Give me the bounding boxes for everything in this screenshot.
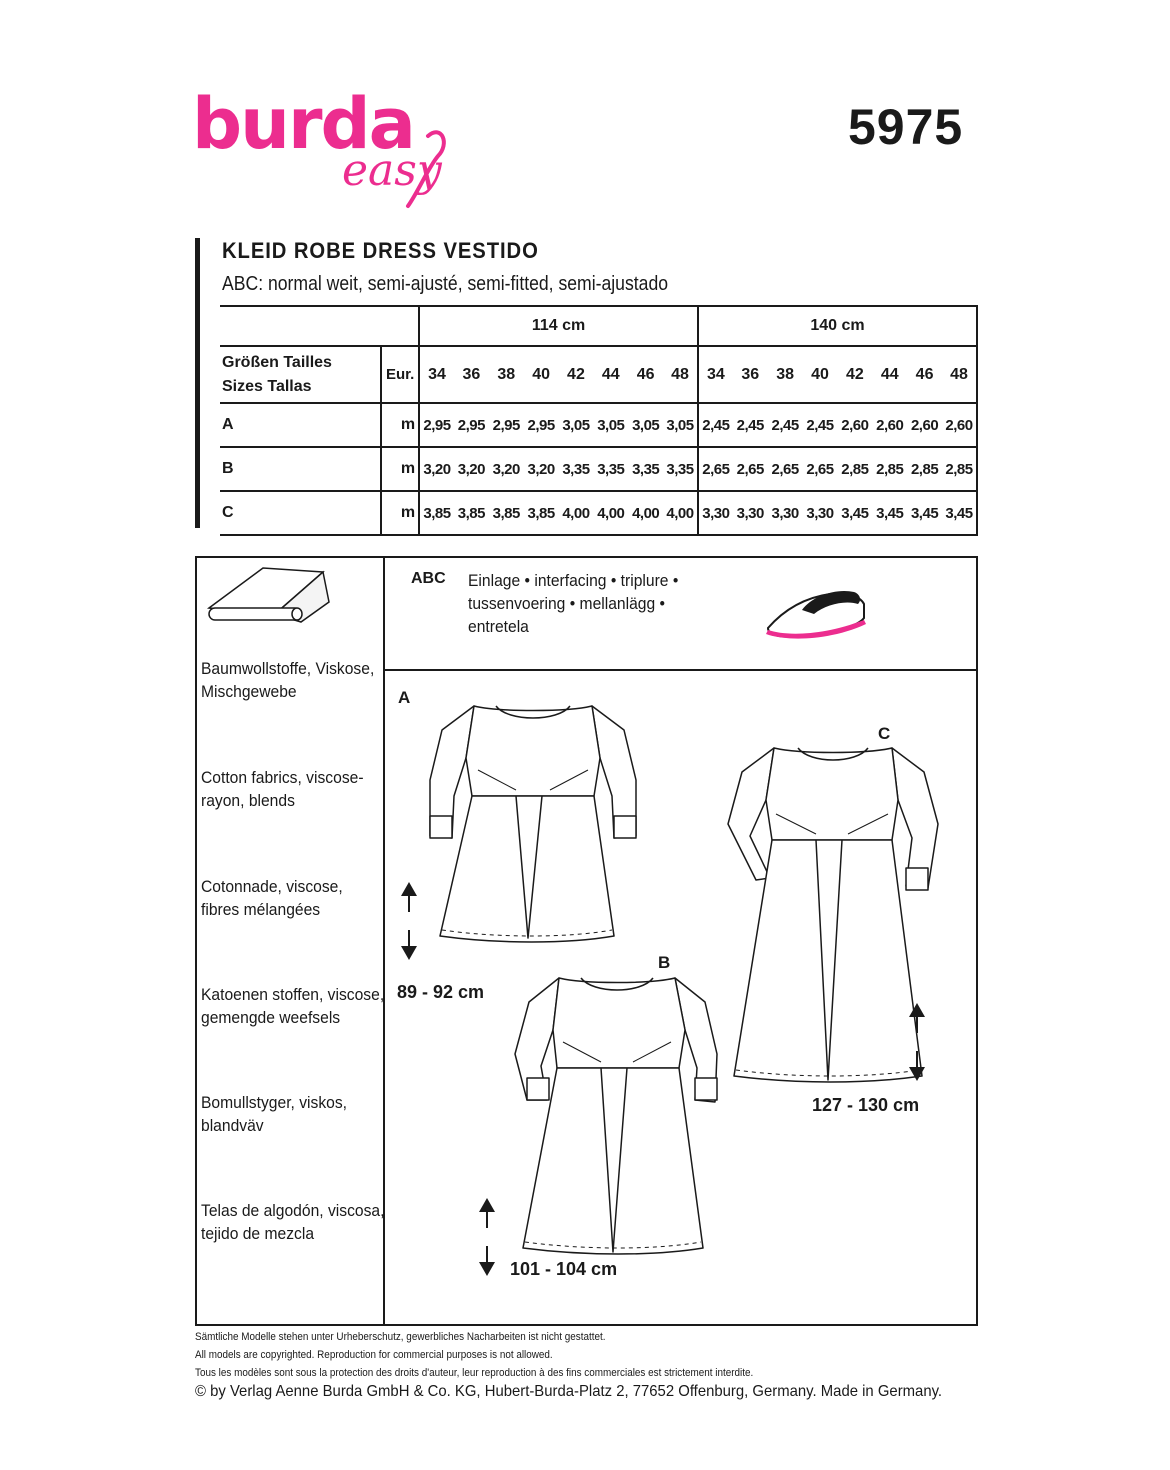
- pattern-number: 5975: [848, 99, 964, 155]
- yardage-cell: 2,65: [803, 447, 838, 491]
- fabric-suggestion-fr: Cotonnade, viscose, fibres mélangées: [201, 877, 343, 919]
- logo-sub-wordmark: easy: [342, 145, 442, 196]
- length-arrow-icon: [909, 1003, 925, 1081]
- size-cell: 34: [698, 346, 733, 403]
- fabric-suggestion-es: Telas de algodón, viscosa, tejido de mezcla: [201, 1201, 385, 1243]
- yardage-cell: 2,85: [907, 447, 942, 491]
- eur-label: Eur.: [381, 346, 419, 403]
- fabric-suggestion-de: Baumwollstoffe, Viskose, Mischgewebe: [201, 659, 375, 701]
- yardage-cell: 3,30: [733, 491, 768, 535]
- title-accent-bar: [195, 238, 200, 528]
- yardage-cell: 2,85: [837, 447, 872, 491]
- yardage-cell: 2,45: [803, 403, 838, 447]
- table-row-view-b: [220, 447, 977, 491]
- legal-notice-de: Sämtliche Modelle stehen unter Urheberschutz, gewerbliches Nacharbeiten ist nicht gestattet.: [195, 1331, 606, 1343]
- yardage-cell: 4,00: [559, 491, 594, 535]
- pattern-subtitle: ABC: normal weit, semi-ajusté, semi-fitted, semi-ajustado: [222, 273, 669, 295]
- yardage-cell: 4,00: [593, 491, 628, 535]
- dress-b-illustration: [505, 970, 730, 1255]
- iron-icon: [762, 578, 872, 642]
- fabric-suggestion-nl: Katoenen stoffen, viscose, gemengde weefsels: [201, 985, 385, 1027]
- size-cell: 40: [524, 346, 559, 403]
- dress-a-illustration: [418, 698, 648, 948]
- pattern-title: KLEID ROBE DRESS VESTIDO: [222, 238, 539, 263]
- interfacing-line: Einlage • interfacing • triplure •: [468, 571, 679, 590]
- yardage-cell: 3,20: [489, 447, 524, 491]
- yardage-cell: 3,85: [489, 491, 524, 535]
- yardage-cell: 3,45: [942, 491, 977, 535]
- yardage-cell: 3,35: [559, 447, 594, 491]
- yardage-cell: 3,20: [524, 447, 559, 491]
- view-c-length: 127 - 130 cm: [812, 1095, 920, 1115]
- length-arrow-icon: [401, 882, 417, 960]
- size-cell: 36: [733, 346, 768, 403]
- size-cell: 44: [872, 346, 907, 403]
- size-cell: 36: [454, 346, 489, 403]
- yardage-cell: 2,95: [524, 403, 559, 447]
- unit-label: m: [381, 403, 419, 447]
- size-cell: 38: [768, 346, 803, 403]
- interfacing-text: [468, 569, 726, 638]
- yardage-cell: 3,35: [593, 447, 628, 491]
- sizes-label-line1: Größen Tailles: [222, 353, 332, 371]
- yardage-cell: 2,65: [698, 447, 733, 491]
- yardage-cell: 3,85: [419, 491, 454, 535]
- yardage-cell: 3,35: [663, 447, 698, 491]
- size-cell: 44: [593, 346, 628, 403]
- yardage-table: [220, 305, 978, 536]
- yardage-cell: 3,30: [768, 491, 803, 535]
- yardage-cell: 3,45: [907, 491, 942, 535]
- yardage-cell: 3,85: [524, 491, 559, 535]
- view-label: C: [220, 491, 381, 535]
- yardage-cell: 4,00: [628, 491, 663, 535]
- view-b-length: 101 - 104 cm: [510, 1259, 618, 1279]
- panel-divider: [383, 669, 976, 671]
- legal-notice-fr: Tous les modèles sont sous la protection des droits d'auteur, leur reproduction à des fins commerciales est strictement interdite.: [195, 1367, 754, 1379]
- yardage-cell: 2,65: [768, 447, 803, 491]
- sizes-label: [220, 346, 381, 403]
- view-a-length: 89 - 92 cm: [397, 982, 485, 1002]
- size-cell: 34: [419, 346, 454, 403]
- yardage-cell: 3,20: [454, 447, 489, 491]
- yardage-cell: 2,65: [733, 447, 768, 491]
- yardage-cell: 2,45: [768, 403, 803, 447]
- table-row-sizes: [220, 346, 977, 403]
- interfacing-views-label: ABC: [411, 570, 446, 587]
- burda-easy-logo: [192, 84, 452, 214]
- yardage-cell: 3,20: [419, 447, 454, 491]
- size-cell: 48: [663, 346, 698, 403]
- legal-notice-en: All models are copyrighted. Reproduction for commercial purposes is not allowed.: [195, 1349, 553, 1361]
- size-cell: 40: [803, 346, 838, 403]
- size-cell: 38: [489, 346, 524, 403]
- table-row-view-c: [220, 491, 977, 535]
- size-cell: 46: [907, 346, 942, 403]
- view-a-label: A: [398, 688, 411, 707]
- size-cell: 42: [559, 346, 594, 403]
- yardage-cell: 3,30: [698, 491, 733, 535]
- yardage-cell: 3,35: [628, 447, 663, 491]
- view-b-label: B: [658, 953, 671, 972]
- yardage-cell: 2,45: [733, 403, 768, 447]
- interfacing-line: tussenvoering • mellanlägg •: [468, 594, 666, 613]
- yardage-cell: 3,85: [454, 491, 489, 535]
- yardage-cell: 3,05: [663, 403, 698, 447]
- table-row-view-a: [220, 403, 977, 447]
- view-c-label: C: [878, 724, 891, 743]
- fabric-suggestion-sv: Bomullstyger, viskos, blandväv: [201, 1093, 348, 1135]
- sizes-label-line2: Sizes Tallas: [222, 377, 312, 395]
- yardage-cell: 3,05: [593, 403, 628, 447]
- yardage-cell: 2,95: [489, 403, 524, 447]
- yardage-cell: 2,95: [419, 403, 454, 447]
- yardage-cell: 2,45: [698, 403, 733, 447]
- width-140-header: 140 cm: [698, 306, 977, 346]
- fabric-roll-icon: [205, 562, 333, 624]
- yardage-cell: 3,05: [628, 403, 663, 447]
- yardage-cell: 2,60: [907, 403, 942, 447]
- copyright-notice: © by Verlag Aenne Burda GmbH & Co. KG, Hubert-Burda-Platz 2, 77652 Offenburg, Germany. Made in Germany.: [195, 1383, 943, 1400]
- width-114-header: 114 cm: [419, 306, 698, 346]
- logo-wordmark: burda: [192, 83, 414, 165]
- yardage-cell: 3,30: [803, 491, 838, 535]
- size-cell: 48: [942, 346, 977, 403]
- interfacing-line: entretela: [468, 617, 529, 636]
- length-arrow-icon: [479, 1198, 495, 1276]
- unit-label: m: [381, 491, 419, 535]
- yardage-cell: 2,60: [942, 403, 977, 447]
- fabric-suggestion-en: Cotton fabrics, viscose-rayon, blends: [201, 768, 364, 810]
- yardage-cell: 2,95: [454, 403, 489, 447]
- size-cell: 46: [628, 346, 663, 403]
- yardage-cell: 2,60: [837, 403, 872, 447]
- table-row-widths: [220, 306, 977, 346]
- unit-label: m: [381, 447, 419, 491]
- yardage-cell: 2,85: [872, 447, 907, 491]
- yardage-cell: 2,85: [942, 447, 977, 491]
- yardage-cell: 3,45: [872, 491, 907, 535]
- yardage-cell: 4,00: [663, 491, 698, 535]
- yardage-cell: 2,60: [872, 403, 907, 447]
- yardage-cell: 3,45: [837, 491, 872, 535]
- view-label: A: [220, 403, 381, 447]
- size-cell: 42: [837, 346, 872, 403]
- view-label: B: [220, 447, 381, 491]
- yardage-cell: 3,05: [559, 403, 594, 447]
